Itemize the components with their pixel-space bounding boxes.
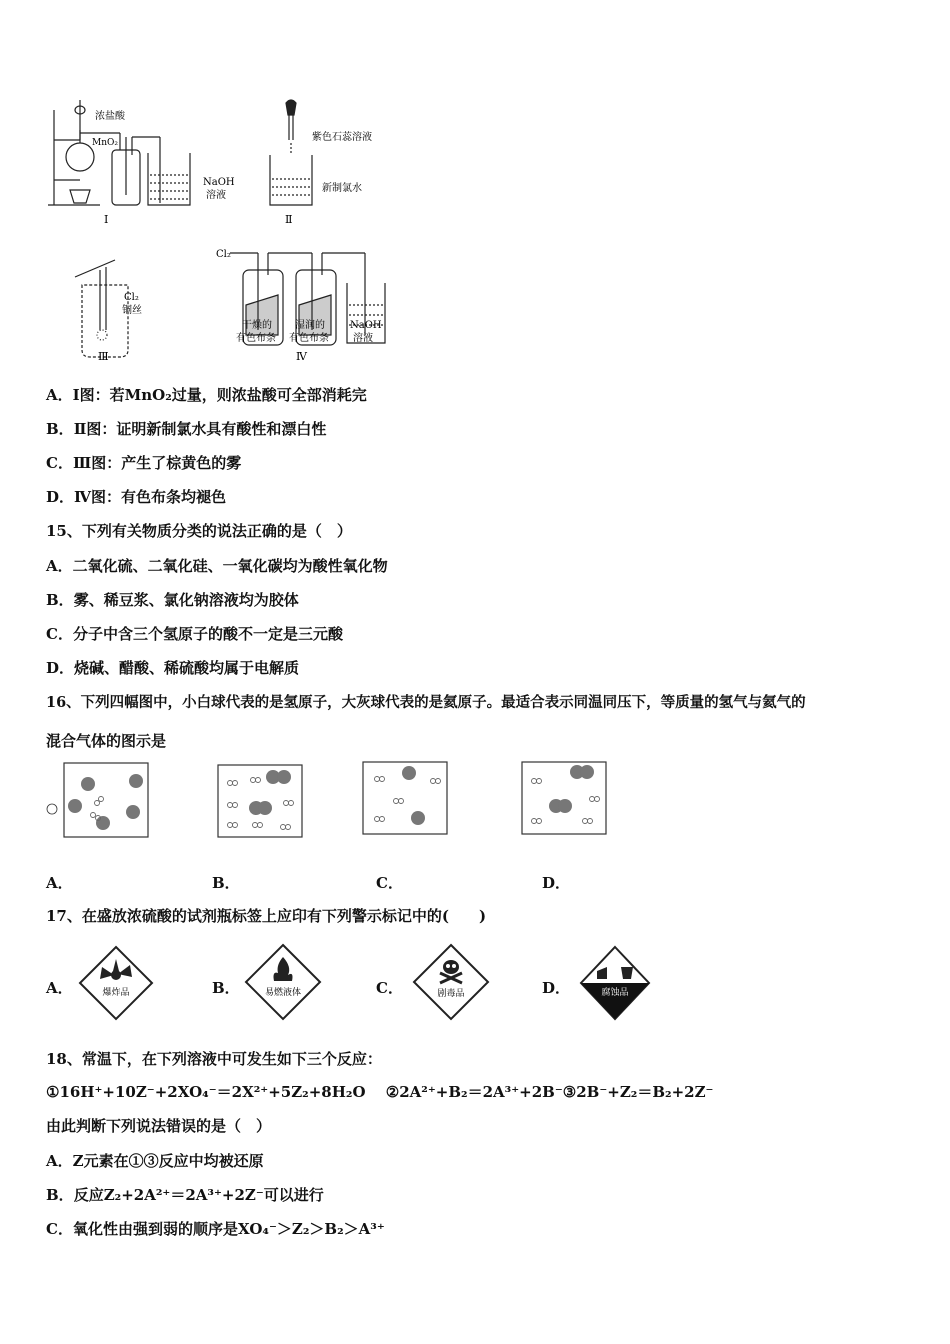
fig4-bottle1-label-2: 有色布条 [236, 333, 276, 344]
q17-option-c-letter: C． [376, 979, 403, 997]
q15-option-c: C．分子中含三个氢原子的酸不一定是三元酸 [46, 625, 343, 643]
q18-option-a: A．Z元素在①③反应中均被还原 [46, 1152, 264, 1170]
q17-option-a-letter: A． [46, 979, 73, 997]
q14-option-c: C．Ⅲ图：产生了棕黄色的雾 [46, 454, 242, 472]
q14-option-d: D．Ⅳ图：有色布条均褪色 [46, 488, 227, 506]
fig4-bottle2-label: 湿润的 [295, 320, 325, 331]
fig3-gas-label: Cl₂ [124, 292, 139, 303]
explosive-sign [78, 945, 154, 1021]
q16-option-b: B． [212, 874, 240, 892]
q18-option-c: C．氧化性由强到弱的顺序是XO₄⁻＞Z₂＞B₂＞A³⁺ [46, 1220, 385, 1238]
q18-reactions: ①16H⁺+10Z⁻+2XO₄⁻＝2X²⁺+5Z₂+8H₂O ②2A²⁺+B₂＝2A³⁺+2B⁻③2B⁻+Z₂＝B₂+2Z⁻ [46, 1083, 714, 1101]
q17-option-d-letter: D． [542, 979, 571, 997]
q18-stem: 18、常温下，在下列溶液中可发生如下三个反应： [46, 1050, 382, 1068]
q16-option-d: D． [542, 874, 571, 892]
q16-option-c: C． [376, 874, 403, 892]
explosive-sign-label: 爆炸品 [102, 988, 130, 998]
fig1-beaker-label-2: 溶液 [206, 190, 226, 201]
q18-judge: 由此判断下列说法错误的是（ ） [46, 1117, 272, 1135]
apparatus-figures [40, 95, 400, 365]
flammable-sign [244, 943, 322, 1021]
fig4-gas-label: Cl₂ [216, 249, 231, 260]
toxic-sign [412, 943, 490, 1021]
q17-option-b-letter: B． [212, 979, 240, 997]
fig4-beaker-label-2: 溶液 [353, 333, 373, 344]
q15-option-a: A．二氧化硫、二氧化硅、一氧化碳均为酸性氧化物 [46, 557, 388, 575]
q15-option-b: B．雾、稀豆浆、氯化钠溶液均为胶体 [46, 591, 299, 609]
fig2-beaker-label: 新制氯水 [322, 183, 362, 194]
q15-option-d: D．烧碱、醋酸、稀硫酸均属于电解质 [46, 659, 300, 677]
q16-stem-2: 混合气体的图示是 [46, 732, 167, 750]
corrosive-sign-label: 腐蚀品 [601, 988, 629, 998]
fig2-dropper-label: 紫色石蕊溶液 [312, 132, 372, 143]
q14-option-a: A．Ⅰ图：若MnO₂过量，则浓盐酸可全部消耗完 [46, 386, 367, 404]
fig4-numeral: Ⅳ [296, 350, 307, 363]
q14-option-b: B．Ⅱ图：证明新制氯水具有酸性和漂白性 [46, 420, 327, 438]
fig1-reagent-top: 浓盐酸 [95, 111, 125, 122]
q16-option-a: A． [46, 874, 73, 892]
q18-option-b: B．反应Z₂+2A²⁺＝2A³⁺+2Z⁻可以进行 [46, 1186, 324, 1204]
fig2-numeral: Ⅱ [285, 213, 293, 226]
q16-stem: 16、下列四幅图中，小白球代表的是氢原子，大灰球代表的是氦原子。最适合表示同温同压下，等质量的氢气与氦气的 [46, 694, 806, 711]
fig4-beaker-label: NaOH [350, 320, 382, 331]
q15-stem: 15、下列有关物质分类的说法正确的是（ ） [46, 522, 352, 540]
fig3-wire-label: 铜丝 [122, 305, 142, 316]
corrosive-sign [579, 945, 651, 1021]
fig4-bottle2-label-2: 有色布条 [289, 333, 329, 344]
q17-stem: 17、在盛放浓硫酸的试剂瓶标签上应印有下列警示标记中的( ) [46, 907, 487, 925]
flammable-sign-label: 易燃液体 [264, 988, 302, 998]
fig1-reagent-mid: MnO₂ [92, 138, 118, 148]
toxic-sign-label: 剧毒品 [437, 989, 465, 999]
fig4-bottle1-label: 干燥的 [242, 320, 272, 331]
q16-diagrams [40, 755, 640, 845]
fig1-beaker-label: NaOH [203, 177, 235, 188]
fig1-numeral: Ⅰ [104, 213, 109, 226]
fig3-numeral: Ⅲ [98, 350, 109, 363]
